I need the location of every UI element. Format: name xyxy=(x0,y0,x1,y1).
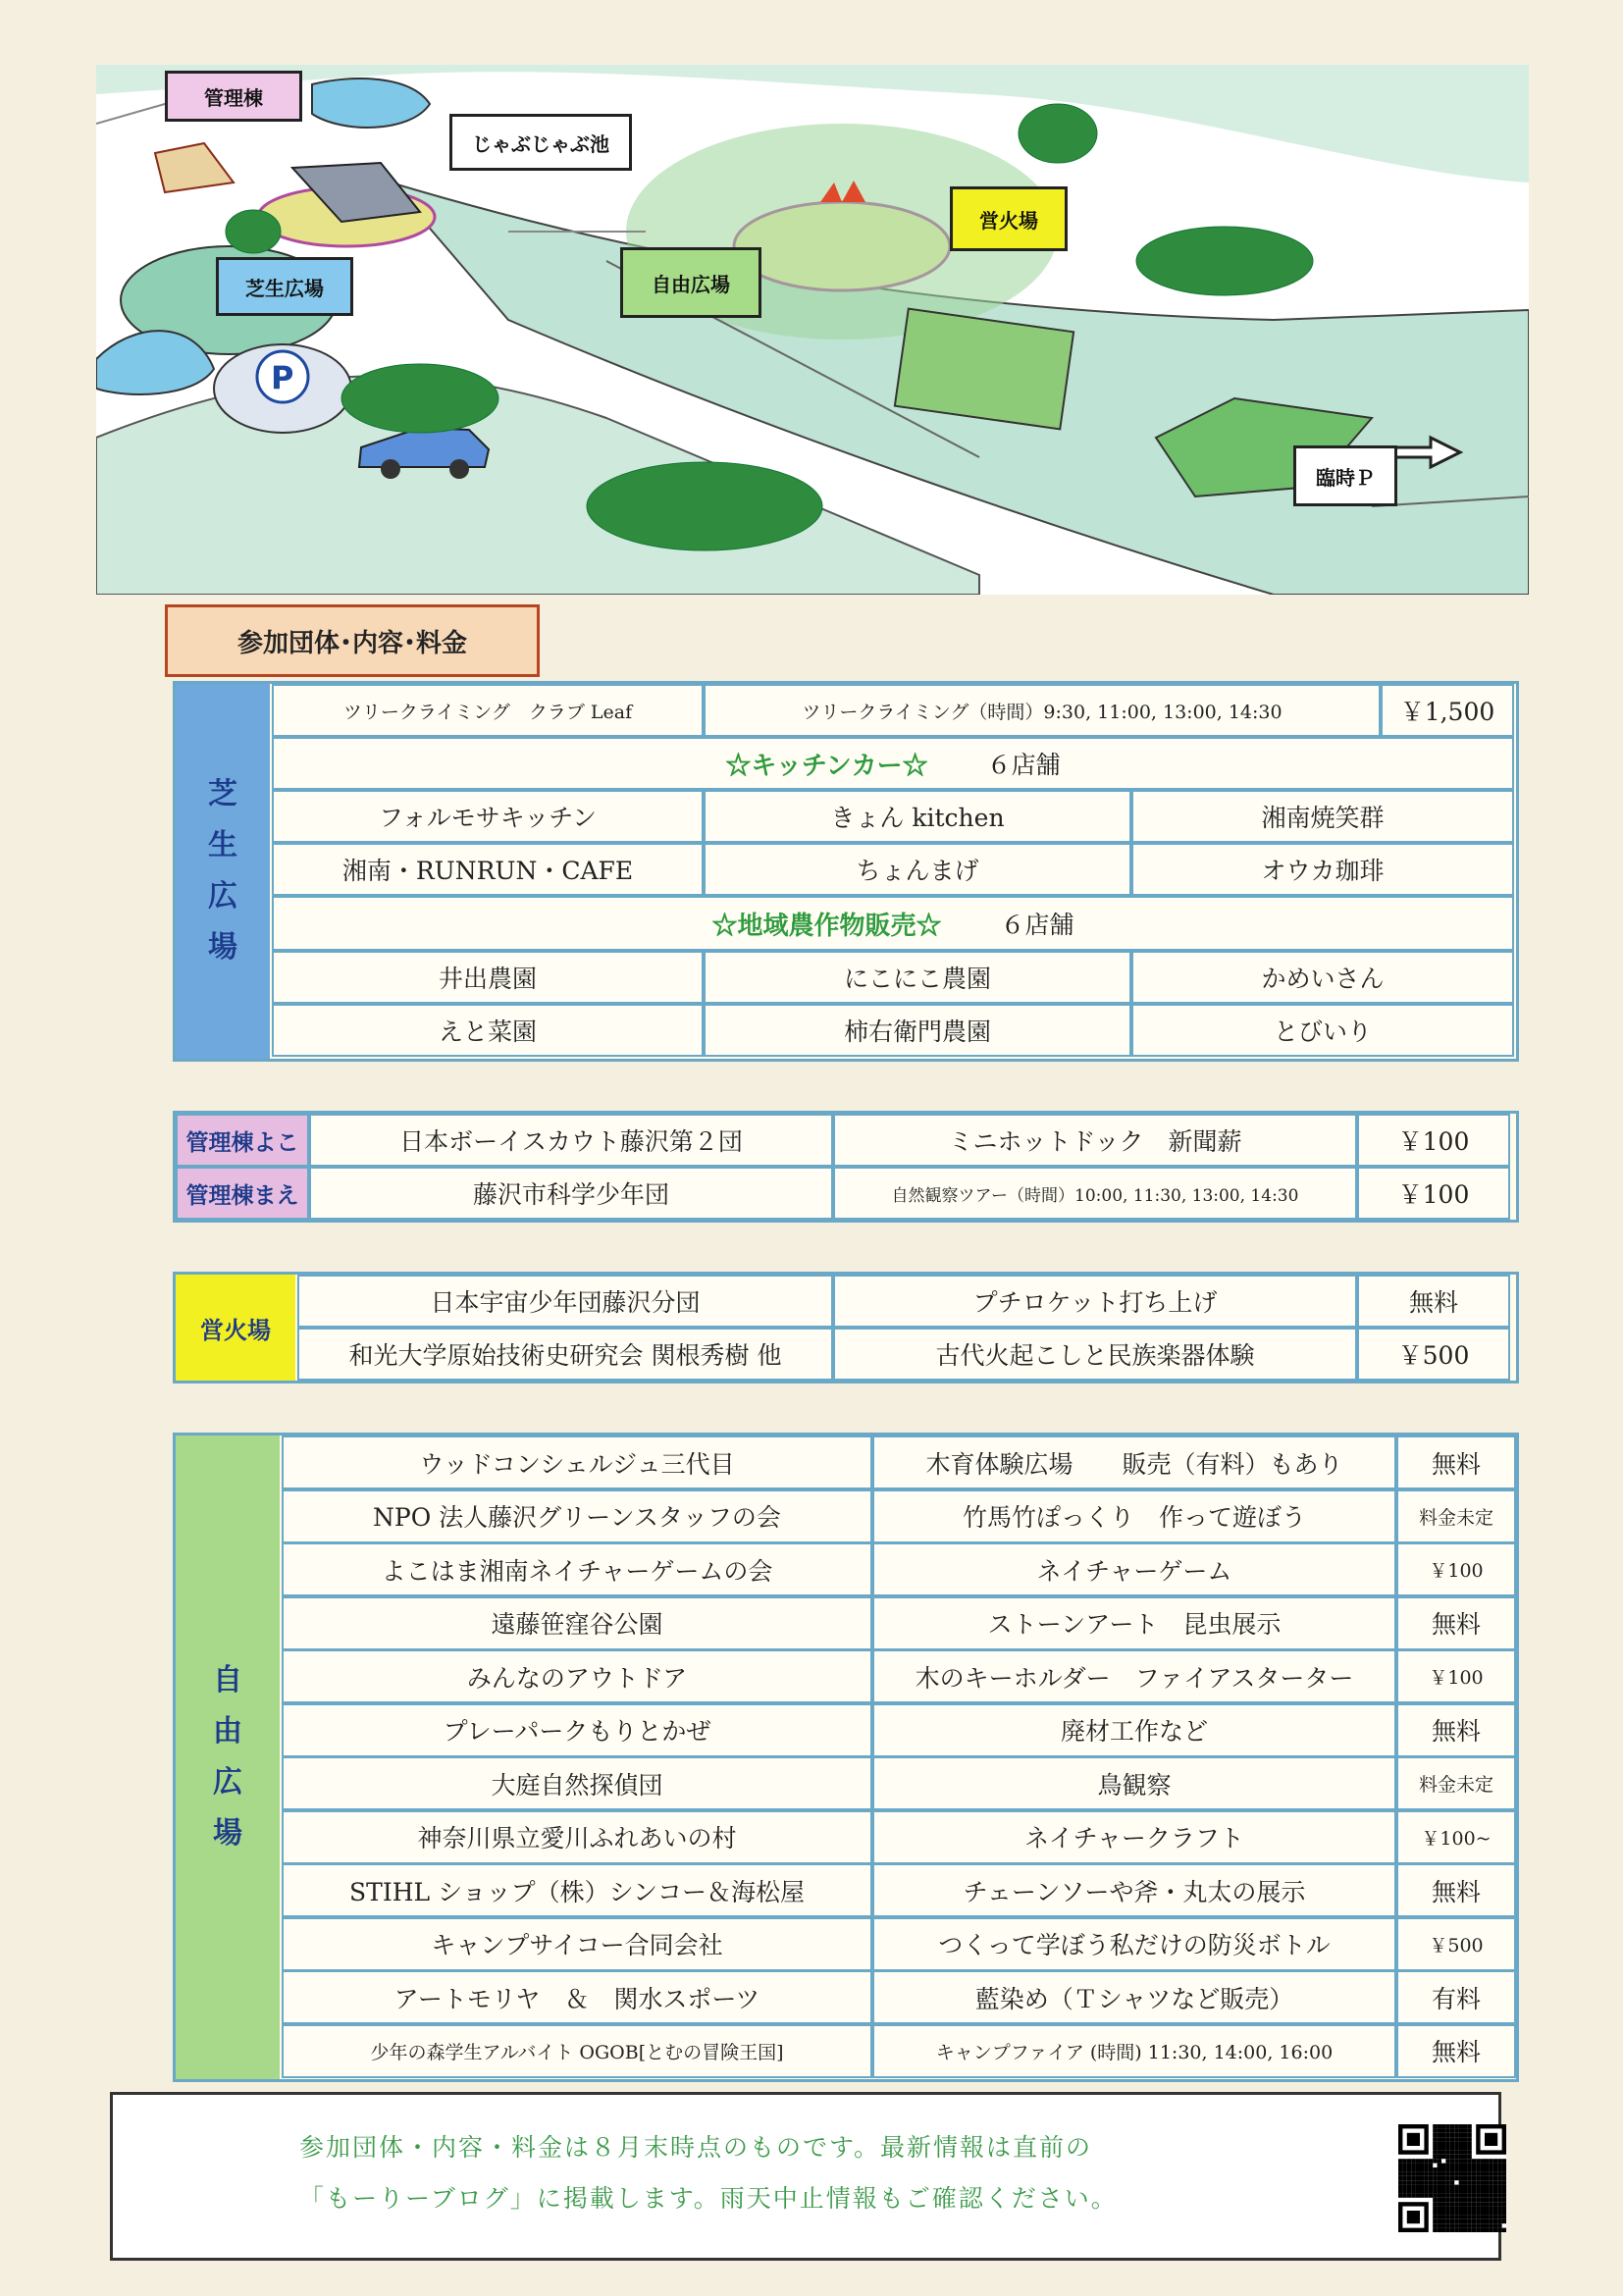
kanri-org: 日本ボーイスカウト藤沢第２団 xyxy=(309,1114,833,1167)
jiyu-price: 無料 xyxy=(1396,1596,1516,1650)
kanri-content: 自然観察ツアー（時間）10:00, 11:30, 13:00, 14:30 xyxy=(833,1167,1357,1220)
table-row xyxy=(282,1810,1516,1864)
jiyu-org: 大庭自然探偵団 xyxy=(282,1756,872,1810)
jiyu-org: みんなのアウトドア xyxy=(282,1649,872,1703)
jiyu-org: 少年の森学生アルバイト OGOB[とむの冒険王国] xyxy=(282,2024,872,2078)
jiyu-org: キャンプサイコー合同会社 xyxy=(282,1917,872,1971)
jiyu-content: キャンプファイア (時間) 11:30, 14:00, 16:00 xyxy=(872,2024,1396,2078)
jiyu-org: NPO 法人藤沢グリーンスタッフの会 xyxy=(282,1489,872,1543)
eika-org: 和光大学原始技術史研究会 関根秀樹 他 xyxy=(297,1328,833,1381)
jiyu-org: プレーパークもりとかぜ xyxy=(282,1703,872,1757)
jiyu-price: ￥100 xyxy=(1396,1542,1516,1596)
eika-price: 無料 xyxy=(1357,1275,1510,1328)
eika-org: 日本宇宙少年団藤沢分団 xyxy=(297,1275,833,1328)
jiyu-section xyxy=(173,1433,1519,2082)
jiyu-price: 無料 xyxy=(1396,1863,1516,1917)
jiyu-content: 竹馬竹ぽっくり 作って遊ぼう xyxy=(872,1489,1396,1543)
jiyu-content: 木のキーホルダー ファイアスターター xyxy=(872,1649,1396,1703)
table-row xyxy=(297,1328,1510,1381)
farm-cell: にこにこ農園 xyxy=(704,951,1131,1004)
farm-cell: かめいさん xyxy=(1131,951,1514,1004)
jiyu-content: ネイチャークラフト xyxy=(872,1810,1396,1864)
tree-price: ￥1,500 xyxy=(1381,684,1514,737)
farm-cell: とびいり xyxy=(1131,1004,1514,1057)
jiyu-org: アートモリヤ ＆ 関水スポーツ xyxy=(282,1970,872,2024)
table-row xyxy=(176,1167,1510,1220)
kanri-price: ￥100 xyxy=(1357,1167,1510,1220)
kitchen-cell: きょん kitchen xyxy=(704,790,1131,843)
map-label-kanri: 管理棟 xyxy=(165,71,302,122)
shibafu-label xyxy=(176,684,270,1059)
kanri-label: 管理棟よこ xyxy=(176,1114,309,1167)
jiyu-label-char: 由 xyxy=(213,1714,242,1748)
farm-count: ６店舗 xyxy=(1000,911,1074,939)
kitchen-header-row xyxy=(272,737,1514,790)
table-row xyxy=(282,2024,1516,2078)
jiyu-price: ￥500 xyxy=(1396,1917,1516,1971)
eika-content: プチロケット打ち上げ xyxy=(833,1275,1357,1328)
jiyu-price: 料金未定 xyxy=(1396,1489,1516,1543)
notice-box xyxy=(110,2092,1501,2261)
park-map xyxy=(96,65,1529,595)
kitchen-title: ☆キッチンカー☆ xyxy=(725,751,928,781)
table-row xyxy=(272,951,1514,1004)
table-row xyxy=(282,1703,1516,1757)
table-row xyxy=(282,1435,1516,1489)
table-row xyxy=(282,1649,1516,1703)
map-label-jabujabu: じゃぶじゃぶ池 xyxy=(449,114,632,171)
shibafu-section xyxy=(173,681,1519,1062)
table-row xyxy=(272,790,1514,843)
map-label-rinji: 臨時Ｐ xyxy=(1293,445,1397,506)
map-label-shibafu: 芝生広場 xyxy=(216,257,353,316)
farm-header xyxy=(272,896,1514,951)
shibafu-label-char: 芝 xyxy=(208,777,237,811)
table-row xyxy=(282,1596,1516,1650)
jiyu-content: つくって学ぼう私だけの防災ボトル xyxy=(872,1917,1396,1971)
jiyu-content: チェーンソーや斧・丸太の展示 xyxy=(872,1863,1396,1917)
farm-header-row xyxy=(272,896,1514,951)
table-row xyxy=(282,1917,1516,1971)
jiyu-label-char: 広 xyxy=(213,1765,242,1800)
jiyu-price: 無料 xyxy=(1396,2024,1516,2078)
section-heading: 参加団体･内容･料金 xyxy=(165,604,540,677)
shibafu-label-char: 広 xyxy=(208,879,237,913)
shibafu-label-char: 場 xyxy=(208,930,237,965)
jiyu-org: 神奈川県立愛川ふれあいの村 xyxy=(282,1810,872,1864)
kitchen-cell: 湘南焼笑群 xyxy=(1131,790,1514,843)
map-label-jiyu: 自由広場 xyxy=(620,247,761,318)
kanri-section xyxy=(173,1111,1519,1223)
table-row xyxy=(176,1114,1510,1167)
shibafu-label-char: 生 xyxy=(208,828,237,862)
jiyu-content: 藍染め（Ｔシャツなど販売） xyxy=(872,1970,1396,2024)
kitchen-cell: ちょんまげ xyxy=(704,843,1131,896)
jiyu-price: 有料 xyxy=(1396,1970,1516,2024)
jiyu-label xyxy=(176,1435,280,2079)
jiyu-price: ￥100~ xyxy=(1396,1810,1516,1864)
notice-line-2: 「もーりーブログ」に掲載します。雨天中止情報もご確認ください。 xyxy=(299,2184,1118,2213)
jiyu-price: 無料 xyxy=(1396,1435,1516,1489)
kanri-content: ミニホットドック 新聞薪 xyxy=(833,1114,1357,1167)
jiyu-org: 遠藤笹窪谷公園 xyxy=(282,1596,872,1650)
tree-content: ツリークライミング（時間）9:30, 11:00, 13:00, 14:30 xyxy=(704,684,1381,737)
table-row xyxy=(272,1004,1514,1057)
table-row xyxy=(297,1275,1510,1328)
jiyu-label-char: 場 xyxy=(213,1816,242,1851)
jiyu-org: ウッドコンシェルジュ三代目 xyxy=(282,1435,872,1489)
jiyu-content: 廃材工作など xyxy=(872,1703,1396,1757)
table-row xyxy=(272,843,1514,896)
table-row xyxy=(282,1489,1516,1543)
table-row xyxy=(272,684,1514,737)
eika-price: ￥500 xyxy=(1357,1328,1510,1381)
kitchen-cell: 湘南・RUNRUN・CAFE xyxy=(272,843,704,896)
tree-org: ツリークライミング クラブ Leaf xyxy=(272,684,704,737)
table-row xyxy=(282,1542,1516,1596)
kanri-label: 管理棟まえ xyxy=(176,1167,309,1220)
table-row xyxy=(282,1970,1516,2024)
kitchen-header xyxy=(272,737,1514,790)
jiyu-content: ストーンアート 昆虫展示 xyxy=(872,1596,1396,1650)
farm-cell: 柿右衛門農園 xyxy=(704,1004,1131,1057)
jiyu-org: よこはま湘南ネイチャーゲームの会 xyxy=(282,1542,872,1596)
parking-p-text: P xyxy=(271,359,294,396)
kanri-price: ￥100 xyxy=(1357,1114,1510,1167)
eika-label: 営火場 xyxy=(176,1275,295,1381)
farm-cell: 井出農園 xyxy=(272,951,704,1004)
kitchen-cell: フォルモサキッチン xyxy=(272,790,704,843)
jiyu-content: ネイチャーゲーム xyxy=(872,1542,1396,1596)
map-label-eika: 営火場 xyxy=(950,186,1068,251)
kanri-org: 藤沢市科学少年団 xyxy=(309,1167,833,1220)
jiyu-price: 料金未定 xyxy=(1396,1756,1516,1810)
jiyu-price: ￥100 xyxy=(1396,1649,1516,1703)
jiyu-content: 木育体験広場 販売（有料）もあり xyxy=(872,1435,1396,1489)
kitchen-cell: オウカ珈琲 xyxy=(1131,843,1514,896)
kitchen-count: ６店舗 xyxy=(986,751,1061,779)
farm-cell: えと菜園 xyxy=(272,1004,704,1057)
map-illustration xyxy=(96,65,1529,595)
jiyu-content: 鳥観察 xyxy=(872,1756,1396,1810)
eika-section xyxy=(173,1272,1519,1383)
qr-code-icon xyxy=(1398,2124,1506,2232)
table-row xyxy=(282,1756,1516,1810)
table-row xyxy=(282,1863,1516,1917)
notice-line-1: 参加団体・内容・料金は８月末時点のものです。最新情報は直前の xyxy=(299,2133,1093,2162)
eika-content: 古代火起こしと民族楽器体験 xyxy=(833,1328,1357,1381)
farm-title: ☆地域農作物販売☆ xyxy=(711,911,942,941)
jiyu-label-char: 自 xyxy=(213,1663,242,1697)
jiyu-price: 無料 xyxy=(1396,1703,1516,1757)
jiyu-org: STIHL ショップ（株）シンコー＆海松屋 xyxy=(282,1863,872,1917)
